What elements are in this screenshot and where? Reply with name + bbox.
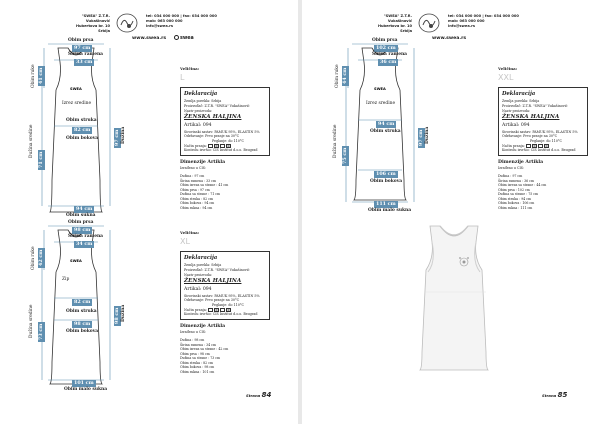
dimension-row: Obim sukna : 101 cm: [180, 369, 215, 374]
dimension-row: Dužina : 97 cm: [498, 174, 523, 179]
dimension-row: Širina ramena : 36 cm: [498, 178, 534, 183]
control-line: Kontrolu izvršio: CIS Institut d.o.o. Beograd: [502, 148, 576, 153]
declaration-line: Proizvođač: Z.T.R. "SWEA" Vukašinović: [184, 268, 250, 273]
dimensions-block: [498, 160, 588, 211]
company-line: Hubertova br. 10: [75, 23, 110, 28]
label-waist: Obim struka: [370, 129, 401, 134]
company-contact: [448, 14, 528, 29]
page-header: [302, 12, 600, 40]
label-armhole: Obim ruke: [335, 64, 340, 88]
product-info-xxl: [498, 66, 588, 211]
dimension-row: Obim bokova : 106 cm: [498, 201, 535, 206]
product-info-xl: [180, 230, 270, 375]
measure-length-side: 73 cm: [38, 323, 44, 340]
measure-armhole: 44 cm: [342, 67, 348, 84]
page-number-label: Strana: [246, 393, 261, 398]
catalog-page-right: [302, 0, 600, 424]
declaration-line: Proizvođač: Z.T.R. "SWEA" Vukašinović: [184, 104, 250, 109]
dimensions-title: Dimenzije Artikla: [180, 323, 226, 329]
dimension-row: Širina ramena : 33 cm: [180, 178, 216, 183]
catalog-page-left: [0, 0, 298, 424]
declaration-line: Naziv proizvoda:: [502, 108, 531, 113]
dimension-row: Obim sukna : 111 cm: [498, 205, 533, 210]
measure-armhole: 42 cm: [38, 249, 44, 266]
company-line: "SWEA" Z.T.R. Vukašinović: [81, 14, 110, 23]
measure-chest: 102 cm: [376, 45, 396, 51]
material-line: Sirovinski sastav: PAMUK 95%, ELASTIN 5%: [502, 129, 578, 134]
declaration-line: Naziv proizvoda:: [184, 108, 213, 113]
contact-line: tel: 034 000 000 | fax: 034 000 000: [146, 14, 217, 18]
measure-hem: 111 cm: [376, 201, 396, 207]
material-line: Sirovinski sastav: PAMUK 95%, ELASTIN 5%: [184, 293, 260, 298]
measure-length-side: 75 cm: [342, 147, 348, 164]
brand-mark: [174, 35, 194, 42]
contact-line: info@swea.rs: [146, 23, 174, 28]
measure-length: 98 cm: [114, 307, 120, 324]
svg-text:SWEA: SWEA: [70, 259, 82, 263]
company-line: "SWEA" Z.T.R. Vukašinović: [383, 14, 412, 23]
product-name: ŽENSKA HALJINA: [184, 278, 242, 285]
contact-line: tel: 034 000 000 | fax: 034 000 000: [448, 14, 519, 18]
label-shoulder: Širina ramena: [372, 52, 408, 57]
declaration-title: Deklaracija: [184, 255, 218, 262]
dimensions-subtitle: Izrađeno u CIS:: [498, 166, 525, 171]
company-line: Srbija: [98, 28, 110, 33]
declaration-line: Naziv proizvoda:: [184, 272, 213, 277]
measure-shoulder: 34 cm: [76, 241, 93, 247]
dimension-row: Obim bokova : 94 cm: [180, 201, 215, 206]
dimensions-subtitle: Izrađeno u CIS:: [180, 166, 207, 171]
contact-line: mob: 063 000 000: [448, 18, 485, 23]
brand-ring-icon: [174, 35, 179, 40]
dimension-row: Obim izreza sa strane : 44 cm: [498, 183, 547, 188]
control-line: Kontrolu izvršio: CIS Institut d.o.o. Beograd: [184, 312, 258, 317]
label-armhole: Obim ruke: [31, 246, 36, 270]
company-address: [60, 14, 110, 33]
product-name: ŽENSKA HALJINA: [184, 114, 242, 121]
measure-waist: 94 cm: [378, 121, 395, 127]
page-number-value: 85: [557, 391, 568, 399]
label-hip: Obim bokova: [66, 136, 99, 141]
wash-label: Način pranja:: [184, 307, 207, 312]
label-armhole: Obim ruke: [31, 64, 36, 88]
contact-line: mob: 063 000 000: [146, 18, 183, 23]
company-contact: [146, 14, 226, 29]
product-photo: [406, 222, 502, 374]
dimensions-block: [180, 160, 270, 211]
measure-shoulder: 33 cm: [76, 59, 93, 65]
measure-chest: 98 cm: [74, 227, 91, 233]
size-value: L: [180, 72, 185, 82]
dimension-row: Obim struka : 94 cm: [498, 196, 532, 201]
label-length: Dužina: [121, 304, 126, 322]
size-label: Veličina:: [180, 66, 200, 71]
measure-hip: 106 cm: [376, 171, 396, 177]
measure-shoulder: 36 cm: [380, 59, 397, 65]
label-chest: Obim prsa: [68, 220, 94, 225]
wash-label: Način pranja:: [184, 143, 207, 148]
dimension-row: Obim bokova : 98 cm: [180, 365, 215, 370]
page-header: [0, 12, 298, 40]
label-hem: Obim sukna: [66, 213, 96, 218]
control-line: Kontrolu izvršio: CIS Institut d.o.o. Beograd: [184, 148, 258, 153]
declaration-line: Zemlja porekla: Srbija: [184, 99, 222, 104]
dimension-row: Obim izreza sa strane : 41 cm: [180, 183, 229, 188]
svg-text:SWEA: SWEA: [70, 87, 82, 91]
svg-text:SWEA: SWEA: [374, 87, 386, 91]
dimension-row: Širina ramena : 34 cm: [180, 342, 216, 347]
company-address: [362, 14, 412, 33]
dimensions-title: Dimenzije Artikla: [498, 159, 544, 165]
label-length: Dužina: [425, 126, 430, 144]
label-hip: Obim bokova: [370, 179, 403, 184]
product-name: ŽENSKA HALJINA: [502, 114, 560, 121]
label-length-side: Dužina sredine: [333, 124, 338, 158]
care-symbols-icon: [208, 144, 231, 148]
dimensions-title: Dimenzije Artikla: [180, 159, 226, 165]
size-label: Veličina:: [180, 230, 200, 235]
label-neckline: Izrez sredine: [62, 101, 92, 106]
label-length: Dužina: [121, 126, 126, 144]
care-symbols-icon: [208, 308, 231, 312]
declaration-title: Deklaracija: [184, 91, 218, 98]
measure-hem: 101 cm: [74, 380, 94, 386]
declaration-box: [180, 251, 270, 320]
contact-line: info@swea.rs: [448, 23, 476, 28]
measure-armhole: 41 cm: [38, 67, 44, 84]
declaration-line: Zemlja porekla: Srbija: [502, 99, 540, 104]
size-value: XXL: [498, 72, 514, 82]
label-zip: Zip: [62, 277, 70, 282]
care-symbols-icon: [526, 144, 549, 148]
page-number: [246, 391, 271, 399]
size-label: Veličina:: [498, 66, 518, 71]
size-value: XL: [180, 236, 190, 246]
care-line: Peglanje: do 110°C: [211, 302, 244, 307]
dimension-row: Obim struka : 82 cm: [180, 196, 214, 201]
label-waist: Obim struka: [66, 118, 97, 123]
dimension-row: Obim prsa : 98 cm: [180, 351, 210, 356]
label-hip: Obim bokova: [66, 329, 99, 334]
label-chest: Obim prsa: [372, 38, 398, 43]
dimension-row: Dužina sa strane : 71 cm: [180, 192, 221, 197]
dimension-row: Obim prsa : 97 cm: [180, 187, 210, 192]
care-line: Peglanje: do 110°C: [529, 138, 562, 143]
page-number-value: 84: [261, 391, 272, 399]
label-shoulder: Širina ramena: [68, 234, 104, 239]
article-number: Artikal: 094: [184, 123, 212, 129]
measure-length-side: 71 cm: [38, 151, 44, 168]
care-line: Održavanje: Prvo pranje na 30°C: [184, 134, 240, 139]
declaration-line: Zemlja porekla: Srbija: [184, 263, 222, 268]
swea-logo-icon: [418, 13, 440, 33]
dimensions-block: [180, 324, 270, 375]
label-chest: Obim prsa: [68, 38, 94, 43]
dimension-row: Obim struka : 82 cm: [180, 360, 214, 365]
declaration-box: [498, 87, 588, 156]
measure-length: 97 cm: [418, 129, 424, 146]
swea-logo-icon: [116, 13, 138, 33]
dimension-row: Dužina : 97 cm: [180, 174, 205, 179]
dimension-row: Dužina : 98 cm: [180, 338, 205, 343]
material-line: Sirovinski sastav: PAMUK 95%, ELASTIN 5%: [184, 129, 260, 134]
measure-hem: 94 cm: [76, 206, 93, 212]
dress-technical-drawing: [29, 38, 150, 218]
care-line: Održavanje: Prvo pranje na 30°C: [184, 298, 240, 303]
label-hem: Obim malo sukna: [368, 208, 412, 213]
measure-length: 97 cm: [114, 129, 120, 146]
declaration-line: Proizvođač: Z.T.R. "SWEA" Vukašinović: [502, 104, 568, 109]
care-line: Održavanje: Prvo pranje na 30°C: [502, 134, 558, 139]
article-number: Artikal: 094: [502, 123, 530, 129]
dimension-row: Dužina sa strane : 75 cm: [498, 192, 539, 197]
brand-name: swea: [180, 36, 194, 41]
label-shoulder: Širina ramena: [68, 52, 104, 57]
website-link[interactable]: www.swea.rs: [132, 36, 167, 41]
page-number: [542, 391, 567, 399]
dimension-row: Obim sukna : 94 cm: [180, 205, 213, 210]
label-length-side: Dužina sredine: [29, 124, 34, 158]
label-waist: Obim struka: [66, 309, 97, 314]
declaration-box: [180, 87, 270, 156]
dress-technical-drawing: [29, 220, 150, 392]
label-hem: Obim malo sukna: [64, 387, 108, 392]
measure-chest: 97 cm: [74, 45, 91, 51]
dimension-row: Dužina sa strane : 73 cm: [180, 356, 221, 361]
care-line: Peglanje: do 110°C: [211, 138, 244, 143]
dimension-row: Obim prsa : 102 cm: [498, 187, 530, 192]
website-link[interactable]: www.swea.rs: [432, 36, 467, 41]
dress-technical-drawing: [333, 38, 454, 213]
product-info-l: [180, 66, 270, 211]
company-line: Srbija: [400, 28, 412, 33]
label-length-side: Dužina sredine: [29, 304, 34, 338]
article-number: Artikal: 094: [184, 287, 212, 293]
dimensions-subtitle: Izrađeno u CIS:: [180, 330, 207, 335]
dimension-row: Obim izreza sa strane : 42 cm: [180, 347, 229, 352]
measure-waist: 82 cm: [74, 299, 91, 305]
wash-label: Način pranja:: [502, 143, 525, 148]
declaration-title: Deklaracija: [502, 91, 536, 98]
measure-hip: 98 cm: [74, 321, 91, 327]
label-neckline: Izrez sredine: [366, 101, 396, 106]
page-number-label: Strana: [542, 393, 557, 398]
company-line: Hubertova br. 10: [377, 23, 412, 28]
measure-waist: 82 cm: [74, 127, 91, 133]
